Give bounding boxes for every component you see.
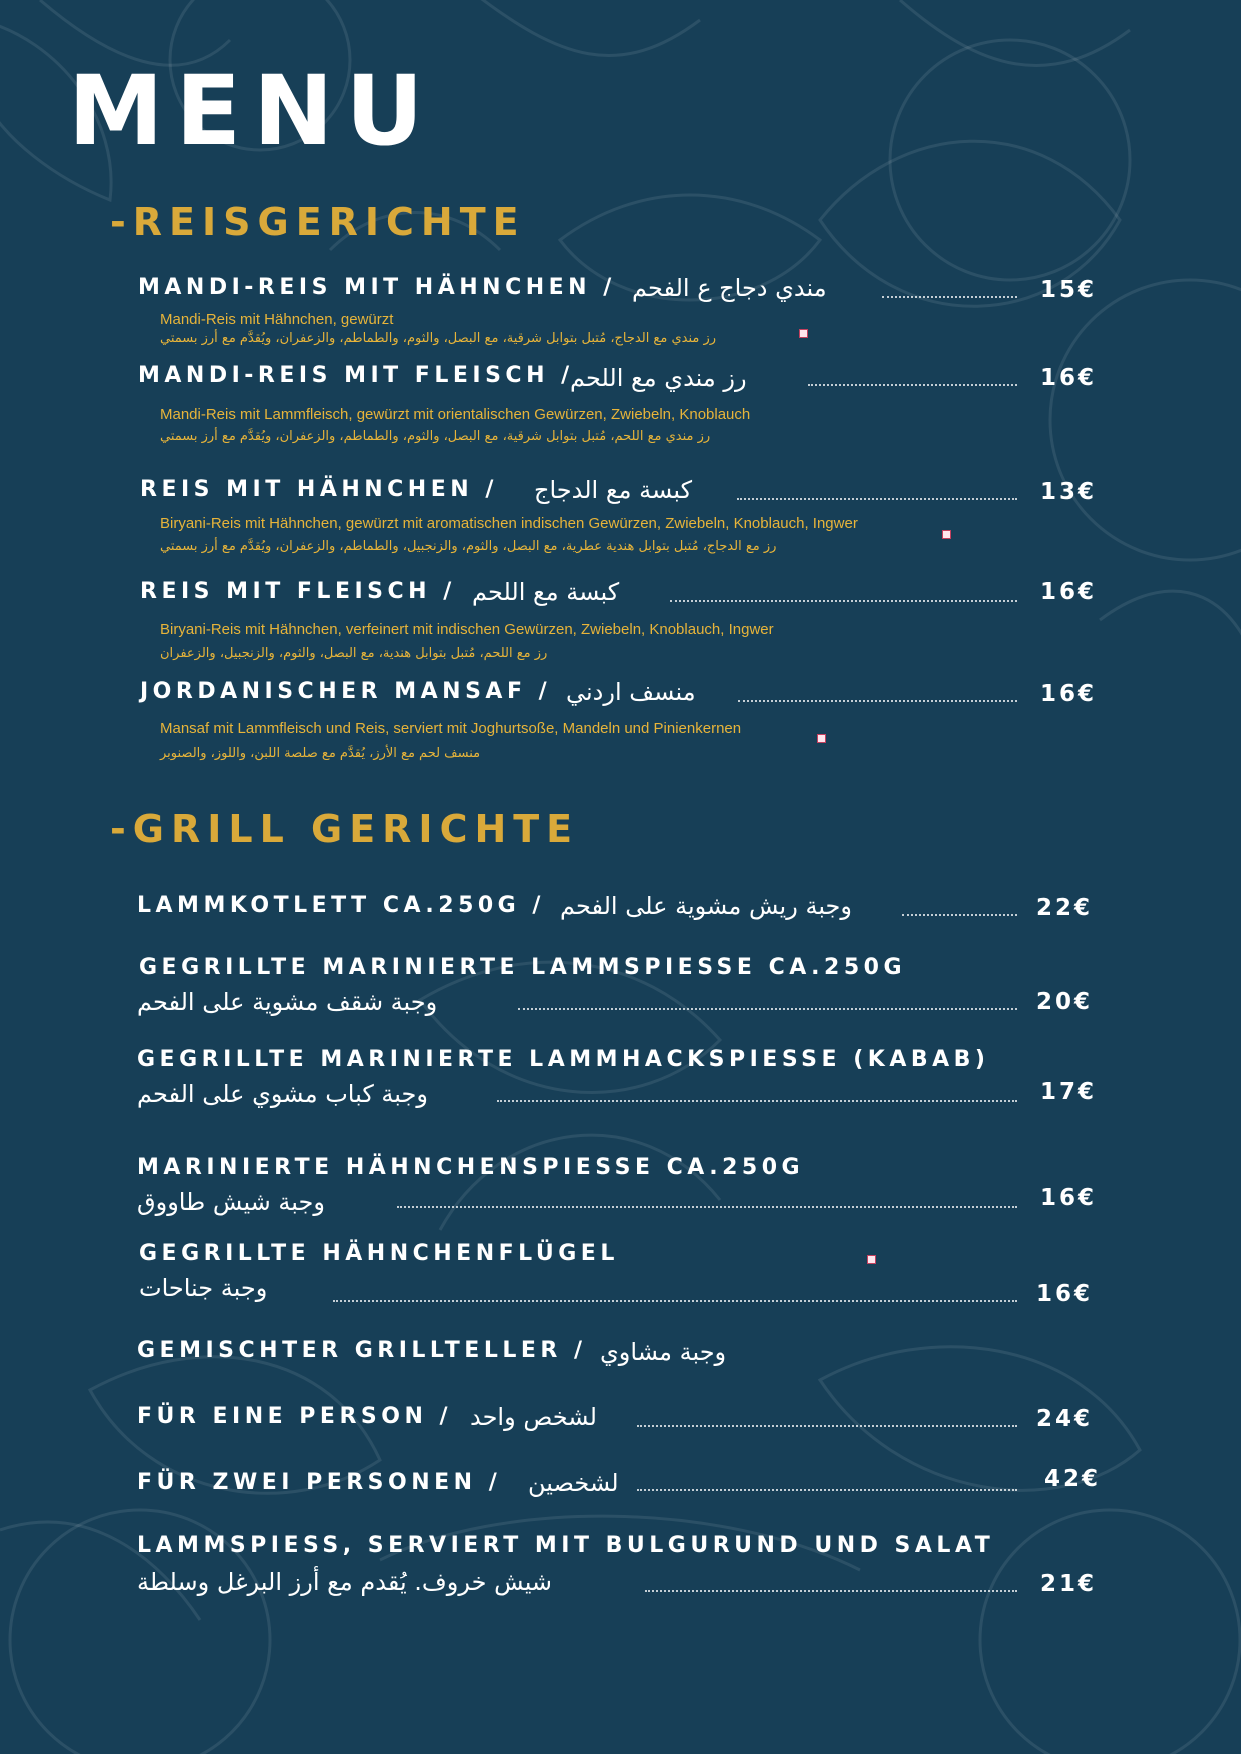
dot-leader bbox=[808, 384, 1017, 386]
item-description: Biryani-Reis mit Hähnchen, gewürzt mit aromatischen indischen Gewürzen, Zwiebeln, Knoblauch, Ingwer bbox=[160, 515, 858, 532]
item-description-arabic: رز مندي مع الدجاج، مُتبل بتوابل شرقية، مع البصل، والثوم، والطماطم، والزعفران، ويُقدَّم مع أرز بسمتي bbox=[160, 331, 717, 346]
item-price: 15€ bbox=[1040, 277, 1098, 303]
dot-leader bbox=[902, 914, 1017, 916]
item-description-arabic: رز مع اللحم، مُتبل بتوابل هندية، مع البصل، والثوم، والزنجبيل، والزعفران bbox=[160, 646, 548, 661]
dot-leader bbox=[397, 1206, 1017, 1208]
item-name: MANDI-REIS MIT HÄHNCHEN / bbox=[138, 275, 616, 300]
dot-leader bbox=[637, 1489, 1017, 1491]
item-description: Mandi-Reis mit Hähnchen, gewürzt bbox=[160, 311, 394, 328]
item-name-arabic: مندي دجاج ع الفحم bbox=[632, 274, 827, 302]
item-price: 21€ bbox=[1040, 1571, 1098, 1597]
item-name: LAMMSPIESS, SERVIERT MIT BULGURUND UND SALAT bbox=[137, 1533, 995, 1558]
item-price: 17€ bbox=[1040, 1079, 1098, 1105]
item-name-arabic: وجبة مشاوي bbox=[600, 1338, 727, 1366]
item-name: JORDANISCHER MANSAF / bbox=[140, 679, 552, 704]
marker-icon bbox=[799, 329, 808, 338]
item-name-arabic: رز مندي مع اللحم bbox=[570, 364, 747, 392]
item-description-arabic: رز مع الدجاج، مُتبل بتوابل هندية عطرية، مع البصل، والثوم، والزنجبيل، والطماطم، والزعفران، ويُقدَّم مع أرز بسمتي bbox=[160, 539, 777, 554]
item-description: Biryani-Reis mit Hähnchen, verfeinert mit indischen Gewürzen, Zwiebeln, Knoblauch, Ingwer bbox=[160, 621, 774, 638]
item-name: GEGRILLTE MARINIERTE LAMMHACKSPIESSE (KABAB) bbox=[137, 1047, 990, 1072]
dot-leader bbox=[333, 1300, 1017, 1302]
item-name-arabic: وجبة جناحات bbox=[139, 1274, 268, 1302]
item-name-arabic: لشخص واحد bbox=[470, 1403, 597, 1431]
page-title: MENU bbox=[68, 55, 436, 167]
item-description: Mandi-Reis mit Lammfleisch, gewürzt mit orientalischen Gewürzen, Zwiebeln, Knoblauch bbox=[160, 406, 751, 423]
dot-leader bbox=[738, 700, 1017, 702]
item-name-arabic: وجبة كباب مشوي على الفحم bbox=[137, 1080, 428, 1108]
item-name-arabic: كبسة مع اللحم bbox=[472, 578, 620, 606]
item-price: 24€ bbox=[1036, 1406, 1094, 1432]
dot-leader bbox=[637, 1425, 1017, 1427]
item-price: 16€ bbox=[1040, 365, 1098, 391]
item-price: 16€ bbox=[1036, 1281, 1094, 1307]
item-name: MARINIERTE HÄHNCHENSPIESSE CA.250G bbox=[137, 1155, 805, 1180]
dot-leader bbox=[497, 1100, 1017, 1102]
item-name: REIS MIT HÄHNCHEN / bbox=[140, 477, 498, 502]
dot-leader bbox=[670, 600, 1017, 602]
marker-icon bbox=[867, 1255, 876, 1264]
marker-icon bbox=[817, 734, 826, 743]
item-name-arabic: منسف اردني bbox=[566, 678, 696, 706]
item-price: 20€ bbox=[1036, 989, 1094, 1015]
grill-section-heading: -GRILL GERICHTE bbox=[110, 807, 580, 851]
item-description-arabic: رز مندي مع اللحم، مُتبل بتوابل شرقية، مع البصل، والثوم، والطماطم، والزعفران، ويُقدَّم مع أرز بسمتي bbox=[160, 429, 711, 444]
item-name-arabic: وجبة ريش مشوية على الفحم bbox=[560, 892, 852, 920]
item-price: 22€ bbox=[1036, 895, 1094, 921]
item-name-arabic: وجبة شيش طاووق bbox=[137, 1188, 325, 1216]
rice-section-heading: -REISGERICHTE bbox=[110, 200, 526, 244]
dot-leader bbox=[737, 498, 1017, 500]
item-name-arabic: لشخصين bbox=[528, 1469, 619, 1497]
item-description: Mansaf mit Lammfleisch und Reis, serviert mit Joghurtsoße, Mandeln und Pinienkernen bbox=[160, 720, 742, 737]
dot-leader bbox=[645, 1590, 1017, 1592]
item-price: 16€ bbox=[1040, 579, 1098, 605]
item-name: FÜR EINE PERSON / bbox=[137, 1404, 453, 1429]
item-name-arabic: وجبة شقف مشوية على الفحم bbox=[137, 988, 438, 1016]
item-name: MANDI-REIS MIT FLEISCH / bbox=[138, 363, 574, 388]
item-price: 42€ bbox=[1044, 1466, 1102, 1492]
dot-leader bbox=[518, 1008, 1017, 1010]
item-name: LAMMKOTLETT CA.250G / bbox=[137, 893, 545, 918]
item-name: FÜR ZWEI PERSONEN / bbox=[137, 1470, 502, 1495]
marker-icon bbox=[942, 530, 951, 539]
item-price: 13€ bbox=[1040, 479, 1098, 505]
item-price: 16€ bbox=[1040, 681, 1098, 707]
dot-leader bbox=[882, 296, 1017, 298]
item-name: GEGRILLTE HÄHNCHENFLÜGEL bbox=[139, 1241, 619, 1266]
item-price: 16€ bbox=[1040, 1185, 1098, 1211]
item-name: REIS MIT FLEISCH / bbox=[140, 579, 456, 604]
item-name: GEMISCHTER GRILLTELLER / bbox=[137, 1338, 587, 1363]
item-description-arabic: منسف لحم مع الأرز، يُقدَّم مع صلصة اللبن، واللوز، والصنوبر bbox=[160, 746, 481, 761]
item-name-arabic: كبسة مع الدجاج bbox=[534, 476, 693, 504]
item-name-arabic: شيش خروف. يُقدم مع أرز البرغل وسلطة bbox=[137, 1568, 553, 1596]
item-name: GEGRILLTE MARINIERTE LAMMSPIESSE CA.250G bbox=[139, 955, 906, 980]
